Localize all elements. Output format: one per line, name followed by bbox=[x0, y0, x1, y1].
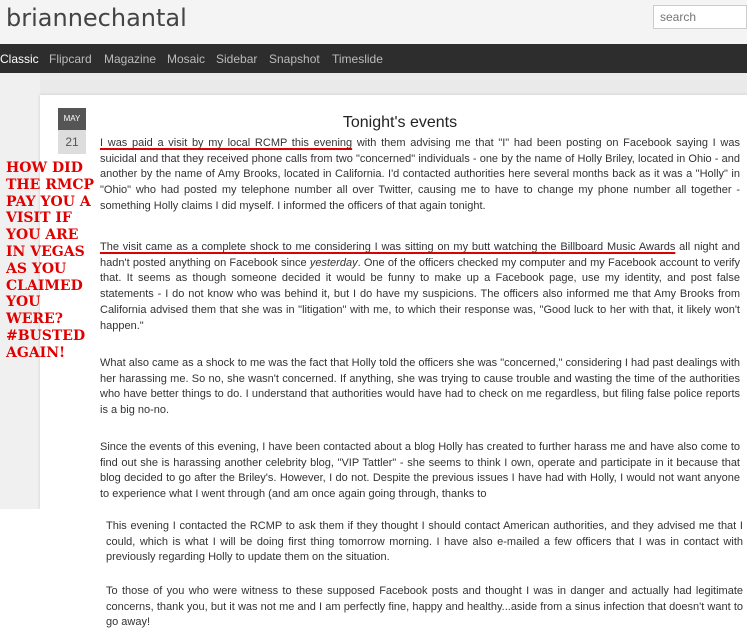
post-paragraph-1 bbox=[100, 136, 740, 215]
paragraph-text: all night and hadn't posted anything on Facebook since bbox=[100, 241, 740, 269]
highlighted-phrase: I was paid a visit by my local RCMP this evening bbox=[100, 137, 353, 149]
post-paragraph-2 bbox=[100, 240, 740, 334]
post-paragraph-5: This evening I contacted the RCMP to ask them if they thought I should contact American authorities, and they advised me that I could, which is what I will be doing first thing tomorrow morning. I have also e-mailed a few officers that I was in contact with previously regarding Holly to update them on the situation. bbox=[106, 520, 743, 564]
paragraph-text: with them advising me that "I" had been posting on Facebook saying I was suicidal and that they received phone calls from two "concerned" individuals - one by the name of Holly Briley, located in Ohio - and another by the name of Amy Brooks, located in California. I'd contacted authorities here several months back as it was a "Holly" in "Ohio" who had posted my telephone number all over Twitter, causing me to have to change my phone number all together - something Holly claims I did myself. I informed the officers of that again tonight. bbox=[100, 137, 740, 212]
post-paragraph-6: To those of you who were witness to these supposed Facebook posts and thought I was in danger and actually had legitimate concerns, thank you, but it was not me and I am perfectly fine, happy and healthy...aside from a sinus infection that doesn't want to go away! bbox=[106, 585, 743, 629]
nav-item-snapshot[interactable]: Snapshot bbox=[269, 52, 320, 66]
nav-item-flipcard[interactable]: Flipcard bbox=[49, 52, 92, 66]
nav-item-classic[interactable]: Classic bbox=[0, 52, 39, 66]
nav-item-sidebar[interactable]: Sidebar bbox=[216, 52, 258, 66]
paragraph-text: . One of the officers checked my computer and my Facebook account to verify that. It seems as though someone decided it would be funny to make up a Facebook page, use my identity, and post false statements - I do not know who was behind it, but I do have my suspicions. The officers also informed me that Amy Brooks from California advised them that she was in "litigation" with me, to which their response was, "Good luck to her with that, it likely won't happen." bbox=[100, 256, 740, 332]
post-title[interactable]: Tonight's events bbox=[342, 114, 458, 131]
post-paragraph-3: What also came as a shock to me was the fact that Holly told the officers she was "concerned," considering I had past dealings with her harassing me. So no, she wasn't concerned. If anything, she was trying to cause trouble and wasting the time of the authorities who have better things to do. I understand that authorities would have had to check on me regardless, but filing false police reports is a big no-no. bbox=[100, 357, 740, 417]
top-bar bbox=[0, 0, 747, 44]
view-nav-bar bbox=[0, 44, 747, 73]
highlighted-phrase: The visit came as a complete shock to me considering I was sitting on my butt watching the Billboard Music Awards bbox=[100, 241, 676, 253]
nav-item-mosaic[interactable]: Mosaic bbox=[167, 52, 206, 66]
date-month: MAY bbox=[58, 108, 86, 130]
blog-title[interactable]: briannechantal bbox=[6, 4, 187, 32]
search-input[interactable] bbox=[653, 5, 747, 29]
post-paragraph-4: Since the events of this evening, I have been contacted about a blog Holly has created to further harass me and have also come to find out she is harassing another celebrity blog, "VIP Tattler" - she seems to think I own, operate and participate in it because that blog decided to go after the Briley's. However, I do not. Despite the previous issues I have had with Holly, I would not want anyone to experience what I went through (and am once again going through, thanks to bbox=[100, 441, 740, 501]
nav-item-timeslide[interactable]: Timeslide bbox=[332, 52, 383, 66]
post-date-badge bbox=[58, 108, 86, 154]
red-annotation-text: HOW DID THE RMCP PAY YOU A VISIT IF YOU ARE IN VEGAS AS YOU CLAIMED YOU WERE? #BUSTED AGAIN! bbox=[6, 160, 94, 361]
nav-item-magazine[interactable]: Magazine bbox=[104, 52, 157, 66]
emphasized-word: yesterday bbox=[309, 256, 358, 269]
date-day: 21 bbox=[58, 130, 86, 154]
